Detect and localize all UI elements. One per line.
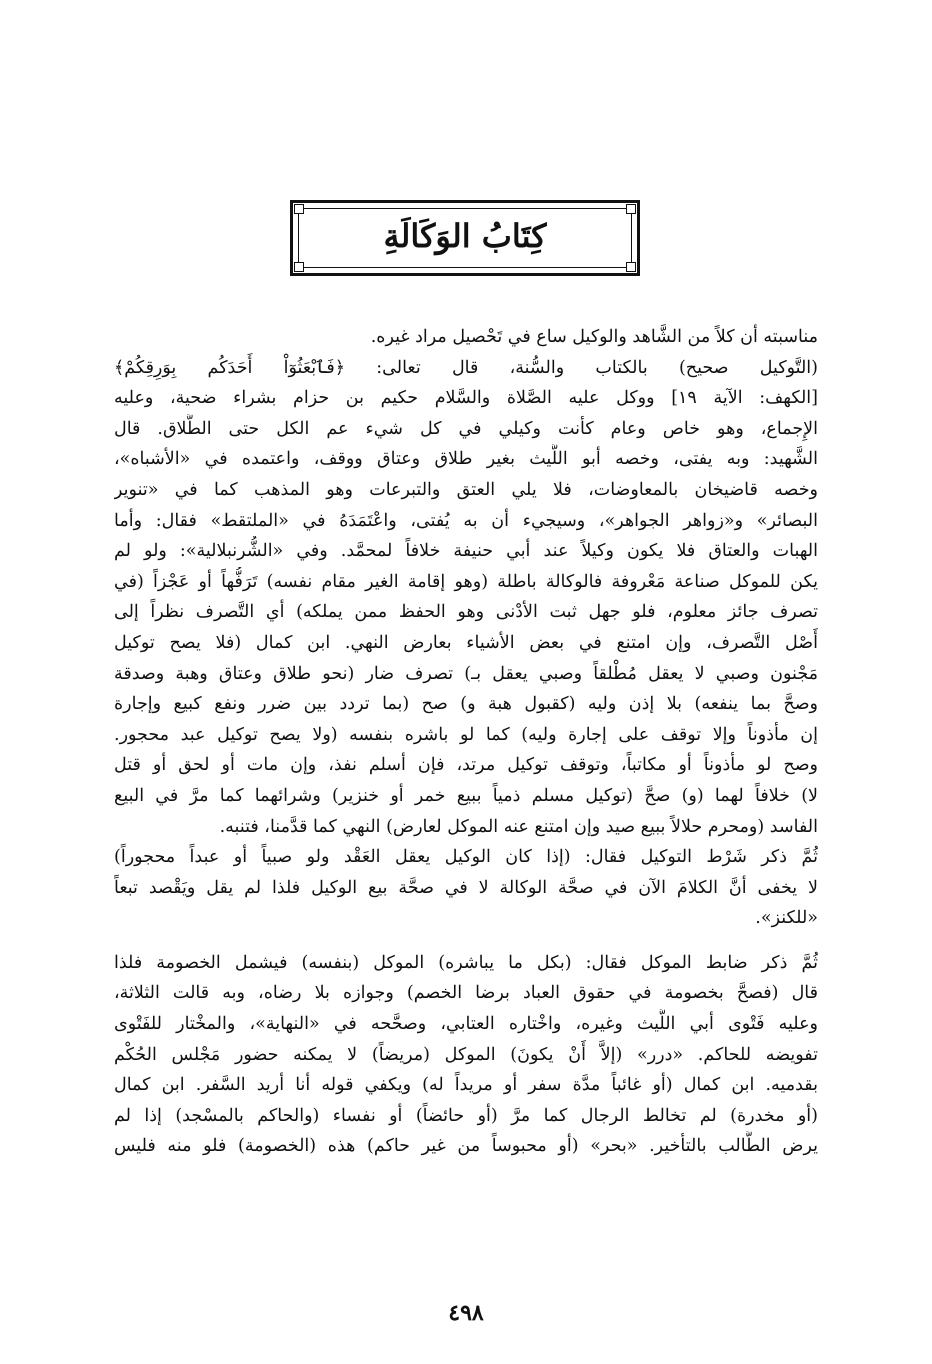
text-line: بقدميه. ابن كمال (أو غائباً مدَّة سفر أو مريداً له) ويكفي قوله أنا أريد السَّفر. ابن كمال [114, 1075, 818, 1096]
text-line: ثُمَّ ذكر شَرْط التوكيل فقال: (إذا كان الوكيل يعقل العَقْد ولو صبياً أو عبداً محجوراً) [114, 847, 818, 868]
text-line: إن مأذوناً وإلا توقف على إجارة وليه) كما لو باشره بنفسه (ولا يصح توكيل عبد محجور. [114, 724, 818, 745]
body-text [114, 322, 818, 1162]
text-line: مَجْنون وصبي لا يعقل مُطْلقاً وصبي يعقل بـ) تصرف ضار (نحو طلاق وعتاق وهبة وصدقة [114, 663, 818, 684]
paragraph-gap [114, 934, 818, 948]
text-line: مناسبته أن كلاً من الشَّاهد والوكيل ساع في تَحْصيل مراد غيره. [370, 327, 818, 347]
text-line: «للكنز». [755, 908, 818, 929]
frame-corner-ornament [294, 262, 304, 272]
text-line: [الكهف: الآية ١٩] ووكل عليه الصَّلاة والسَّلام حكيم بن حزام بشراء ضحية، وعليه [114, 388, 818, 409]
text-line: وخصه قاضيخان بالمعاوضات، فلا يلي العتق والتبرعات وهو المذهب كما في «تنوير [114, 479, 818, 500]
text-line: وصح لو مأذوناً أو مكاتباً، وتوقف توكيل مرتد، فإن أسلم نفذ، وإن مات أو لحق أو قتل [114, 755, 818, 776]
text-line: لا) خلافاً لهما (و) صحَّ (توكيل مسلم ذمياً ببيع خمر أو خنزير) وشرائهما كما مرَّ في البيع [114, 785, 818, 806]
text-line: ثُمَّ ذكر ضابط الموكل فقال: (بكل ما يباشره) الموكل (بنفسه) فيشمل الخصومة فلذا [114, 952, 818, 973]
frame-corner-ornament [294, 204, 304, 214]
text-line: لا يخفى أنَّ الكلامَ الآن في صحَّة الوكالة لا في صحَّة بيع الوكيل فلذا لم يقل ويَقْصد تبعاً [114, 877, 818, 898]
text-line: الفاسد (ومحرم حلالاً ببيع صيد وإن امتنع عنه الموكل لعارض) النهي كما قدَّمنا، فتنبه. [219, 816, 818, 837]
chapter-title-frame [290, 200, 640, 276]
chapter-title: كِتَابُ الوَكَالَةِ [383, 217, 547, 255]
text-line: الهبات والعتاق فلا يكون وكيلاً عند أبي حنيفة خلافاً لمحمَّد. وفي «الشُّرنبلالية»: ولو لم [114, 541, 818, 562]
text-line: تفويضه للحاكم. «درر» (إلاَّ أَنْ يكونَ) الموكل (مريضاً) لا يمكنه حضور مَجْلس الحُكْم [114, 1044, 818, 1065]
text-line: تصرف جائز معلوم، فلو جهل ثبت الأدْنى وهو الحفظ ممن يملكه) أي التَّصرف نظراً إلى [114, 602, 818, 623]
text-line: البصائر» و«زواهر الجواهر»، وسيجيء أن به يُفتى، واعْتَمَدَهُ في «الملتقط» فقال: وأما [114, 510, 818, 531]
text-line: يرض الطَّالب بالتأخير. «بحر» (أو محبوساً من غير حاكم) هذه (الخصومة) فلو منه فليس [114, 1136, 818, 1157]
text-line: (أو مخدرة) لم تخالط الرجال كما مرَّ (أو حائضاً) أو نفساء (والحاكم بالمسْجد) إذا لم [114, 1105, 818, 1126]
text-line: وصحَّ بما ينفعه) بلا إذن وليه (كقبول هبة و) صح (بما تردد بين ضرر ونفع كبيع وإجارة [114, 694, 818, 715]
text-line: الإِجماع، وهو خاص وعام كأنت وكيلي في كل شيء عم الكل حتى الطَّلاق. قال [114, 418, 818, 439]
text-line: وعليه فَتْوى أبي اللَّيث وغيره، واخْتاره العتابي، وصحَّحه في «النهاية»، والمخْتار للفَتْوى [114, 1014, 818, 1035]
frame-corner-ornament [626, 204, 636, 214]
frame-corner-ornament [626, 262, 636, 272]
text-line: أَصْل التَّصرف، وإن امتنع في بعض الأشياء بعارض النهي. ابن كمال (فلا يصح توكيل [114, 632, 818, 653]
text-line: الشَّهيد: وبه يفتى، وخصه أبو اللَّيث بغير طلاق وعتاق ووقف، واعتمده في «الأشباه»، [114, 449, 818, 470]
text-line: (التَّوكيل صحيح) بالكتاب والسُّنة، قال تعالى: ﴿فَٱبْعَثُوٓاْ أَحَدَكُم بِوَرِقِكُمْ﴾ [114, 357, 818, 378]
text-line: يكن للموكل صناعة مَعْروفة فالوكالة باطلة (وهو إقامة الغير مقام نفسه) تَرَفُّهاً أو عَجْزاً (في [114, 571, 818, 592]
page-number: ٤٩٨ [448, 1300, 484, 1326]
text-line: قال (فصحَّ بخصومة في حقوق العباد برضا الخصم) وجوازه بلا رضاه، وبه قالت الثلاثة، [114, 983, 818, 1004]
